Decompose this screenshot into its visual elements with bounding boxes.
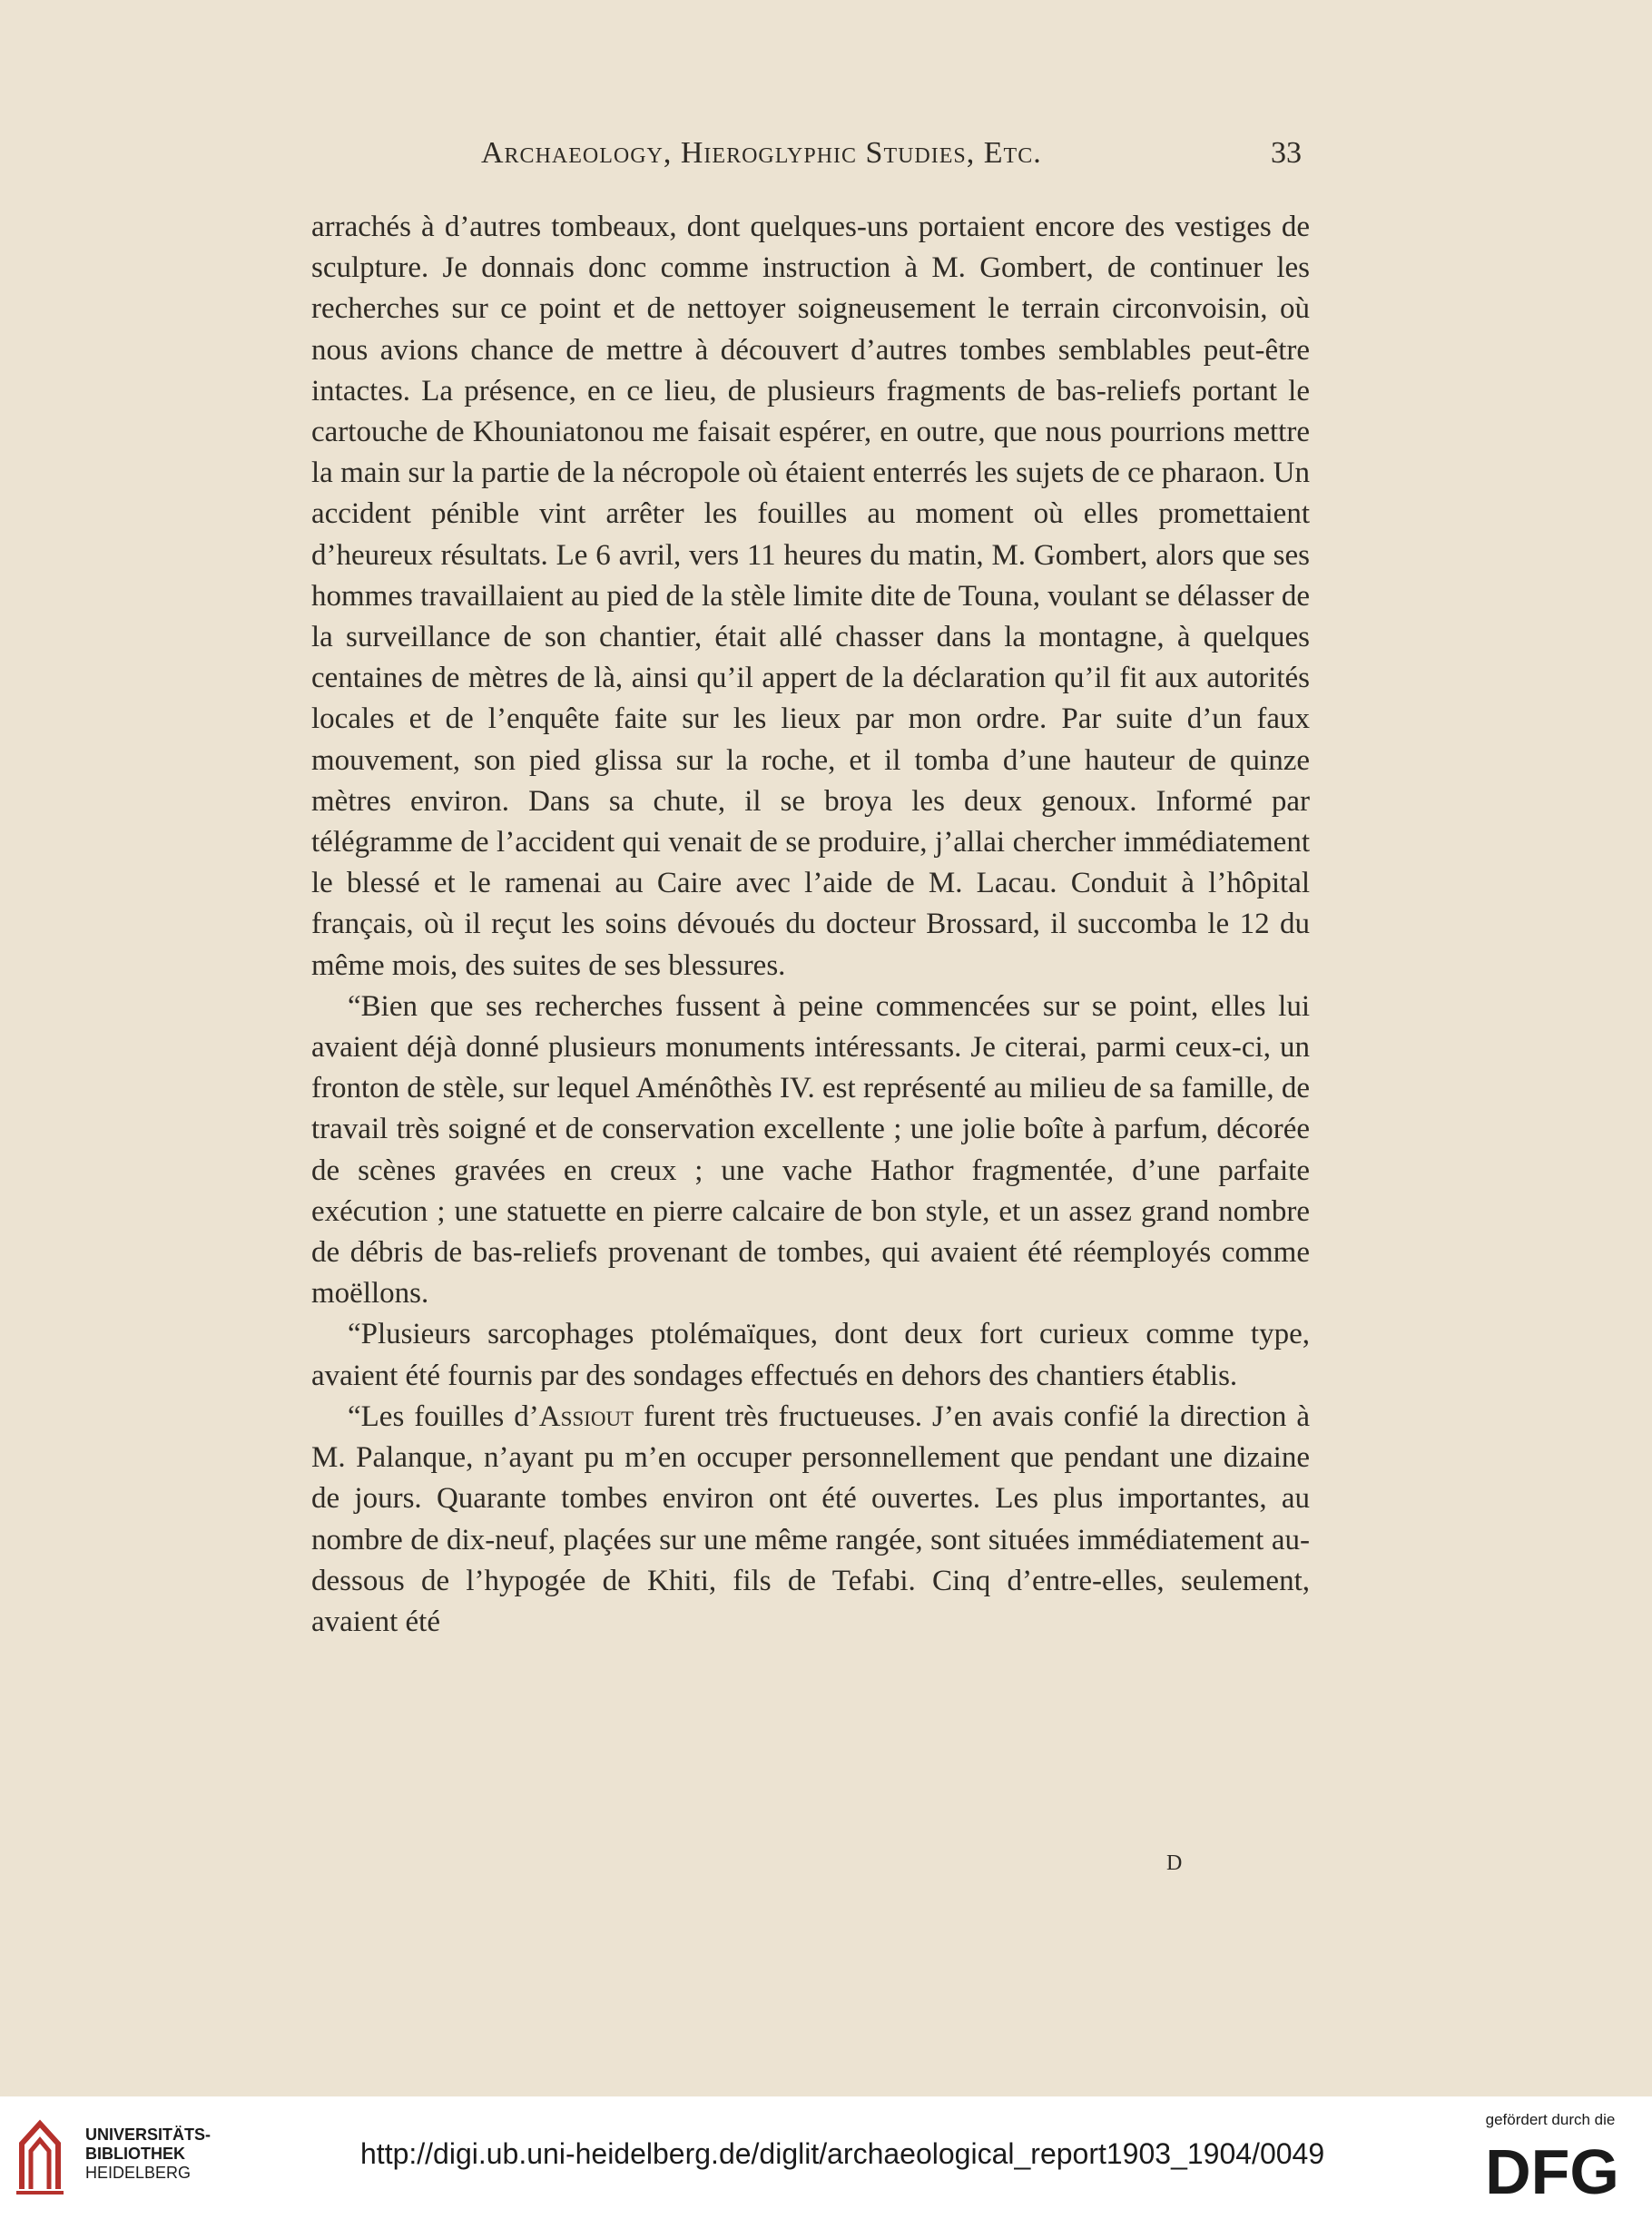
dfg-logo-text: DFG [1485, 2137, 1619, 2203]
paragraph-4-rest: furent très fructueuses. J’en avais confié la direction à M. Palanque, n’ayant pu m’en occuper personnellement que pendant une dizaine de jours. Quarante tombes environ ont été ouvertes. Les plus importantes, au nombre de dix-neuf, plaçées sur une même rangée, sont situées immédiatement au-dessous de l’hypogée de Khiti, fils de Tefabi. Cinq d’entre-elles, seulement, avaient été [311, 1399, 1310, 1638]
paragraph-1: arrachés à d’autres tombeaux, dont quelques-uns portaient encore des vestiges de sculpture. Je donnais donc comme instruction à M. Gombert, de continuer les recherches sur ce point et de nettoyer soigneusement le terrain circonvoisin, où nous avions chance de mettre à découvert d’autres tombes semblables peut-être intactes. La présence, en ce lieu, de plusieurs fragments de bas-reliefs portant le cartouche de Khouniatonou me faisait espérer, en outre, que nous pourrions mettre la main sur la partie de la nécropole où étaient enterrés les sujets de ce pharaon. Un accident pénible vint arrêter les fouilles au moment où elles promettaient d’heureux résultats. Le 6 avril, vers 11 heures du matin, M. Gombert, alors que ses hommes travaillaient au pied de la stèle limite dite de Touna, voulant se délasser de la surveillance de son chantier, était allé chasser dans la montagne, à quelques centaines de mètres de là, ainsi qu’il appert de la déclaration qu’il fit aux autorités locales et de l’enquête faite sur les lieux par mon ordre. Par suite d’un faux mouvement, son pied glissa sur la roche, et il tomba d’une hauteur de quinze mètres environ. Dans sa chute, il se broya les deux genoux. Informé par télégramme de l’accident qui venait de se produire, j’allai chercher immédiatement le blessé et le ramenai au Caire avec l’aide de M. Lacau. Conduit à l’hôpital français, où il reçut les soins dévoués du docteur Brossard, il succomba le 12 du même mois, des suites de ses blessures. [311, 211, 1310, 982]
library-name-line1: UNIVERSITÄTS- [85, 2126, 211, 2144]
paragraph-2: “Bien que ses recherches fussent à peine commencées sur se point, elles lui avaient déjà donné plusieurs monuments intéressants. Je citerai, parmi ceux-ci, un fronton de stèle, sur lequel Aménôthès IV. est représenté au milieu de sa famille, de travail très soigné et de conservation excellente ; une jolie boîte à parfum, décorée de scènes gravées en creux ; une vache Hathor fragmentée, d’une parfaite exécution ; une statuette en pierre calcaire de bon style, et un assez grand nombre de débris de bas-reliefs provenant de tombes, qui avaient été réemployés comme moëllons. [311, 989, 1310, 1311]
permalink-url[interactable]: http://digi.ub.uni-heidelberg.de/diglit/archaeological_report1903_1904/0049 [360, 2137, 1325, 2170]
library-name [85, 2126, 211, 2183]
signature-mark: D [1166, 1851, 1183, 1875]
dfg-logo-icon [1470, 2137, 1634, 2203]
body-text [311, 207, 1310, 1643]
paragraph-3: “Plusieurs sarcophages ptolémaïques, dont deux fort curieux comme type, avaient été fournis par des sondages effectués en dehors des chantiers établis. [311, 1318, 1310, 1392]
footer-bar [0, 2096, 1652, 2219]
library-name-line3: HEIDELBERG [85, 2164, 192, 2182]
paragraph-4-start: “Les fouilles d’ [348, 1399, 539, 1433]
page-header [0, 136, 1652, 182]
running-head: Archaeology, Hieroglyphic Studies, Etc. [481, 136, 1042, 170]
paragraph-4 [311, 1397, 1310, 1643]
page-number: 33 [1271, 136, 1302, 170]
place-name-assiout: Assiout [538, 1399, 634, 1433]
heidelberg-library-logo-icon [13, 2116, 67, 2196]
library-name-line2: BIBLIOTHEK [85, 2145, 185, 2163]
funding-text: gefördert durch die [1485, 2111, 1616, 2128]
